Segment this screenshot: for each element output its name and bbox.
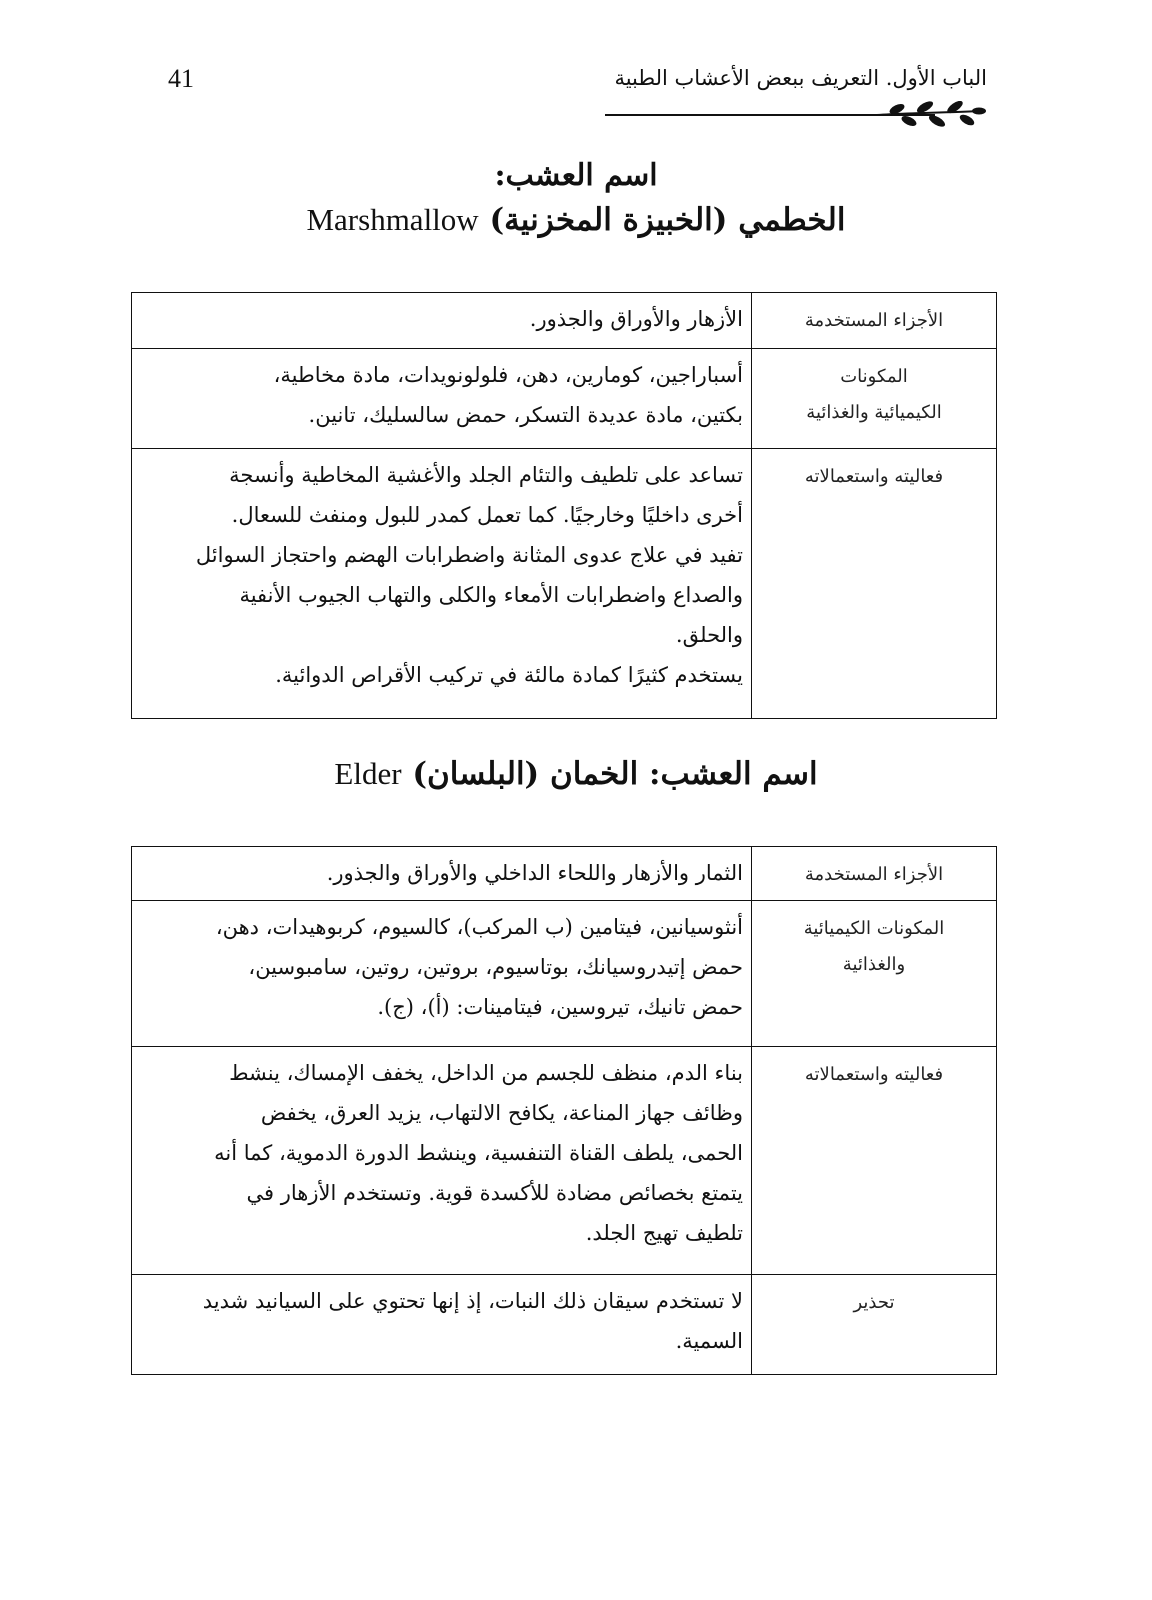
content-line: وظائف جهاز المناعة، يكافح الالتهاب، يزيد العرق، يخفض — [260, 1101, 743, 1125]
herb2-title — [0, 756, 1152, 792]
herb1-latin-name: Marshmallow — [306, 202, 479, 237]
row-label — [752, 901, 997, 1047]
content-line: تلطيف تهيج الجلد. — [585, 1221, 743, 1245]
table-row — [132, 293, 997, 349]
content-line: يستخدم كثيرًا كمادة مالئة في تركيب الأقراص الدوائية. — [275, 663, 743, 687]
content-line: أسباراجين، كومارين، دهن، فلولونويدات، مادة مخاطية، — [273, 363, 743, 387]
row-label: فعاليته واستعمالاته — [752, 449, 997, 719]
herb2-latin-name: Elder — [334, 756, 402, 791]
content-line: حمض تانيك، تيروسين، فيتامينات: (أ)، (ج). — [377, 995, 743, 1019]
content-line: الأزهار والأوراق والجذور. — [529, 307, 743, 331]
content-line: تساعد على تلطيف والتئام الجلد والأغشية المخاطية وأنسجة — [229, 463, 743, 487]
content-line: يتمتع بخصائص مضادة للأكسدة قوية. وتستخدم الأزهار في — [246, 1181, 743, 1205]
label-line: الكيميائية والغذائية — [806, 402, 942, 423]
table-row — [132, 449, 997, 719]
content-line: والحلق. — [675, 623, 743, 647]
table-row — [132, 847, 997, 901]
herb2-arabic-name: اسم العشب: الخمان (البلسان) — [412, 756, 818, 792]
herb1-title-line1: اسم العشب: — [494, 158, 658, 193]
content-line: الحمى، يلطف القناة التنفسية، وينشط الدورة الدموية، كما أنه — [214, 1141, 743, 1165]
content-line: والصداع واضطرابات الأمعاء والكلى والتهاب الجيوب الأنفية — [239, 583, 743, 607]
label-line: والغذائية — [842, 954, 906, 975]
table-row — [132, 349, 997, 449]
content-line: تفيد في علاج عدوى المثانة واضطرابات الهضم واحتجاز السوائل — [195, 543, 743, 567]
table-row — [132, 901, 997, 1047]
row-content — [132, 293, 752, 349]
table-row — [132, 1047, 997, 1275]
content-line: بناء الدم، منظف للجسم من الداخل، يخفف الإمساك، ينشط — [229, 1061, 743, 1085]
page-number: 41 — [168, 64, 194, 93]
leaf-branch-icon — [875, 101, 987, 131]
row-label: تحذير — [752, 1275, 997, 1375]
content-line: أخرى داخليًا وخارجيًا. كما تعمل كمدر للبول ومنفث للسعال. — [231, 503, 743, 527]
herb1-arabic-name: الخطمي (الخبيزة المخزنية) — [489, 202, 846, 238]
row-content — [132, 1047, 752, 1275]
content-line: الثمار والأزهار واللحاء الداخلي والأوراق والجذور. — [326, 861, 743, 885]
running-header: الباب الأول. التعريف ببعض الأعشاب الطبية — [614, 66, 987, 90]
herb1-title — [0, 202, 1152, 238]
herb2-table — [131, 846, 997, 1375]
row-label: الأجزاء المستخدمة — [752, 847, 997, 901]
herb1-table — [131, 292, 997, 719]
table-row — [132, 1275, 997, 1375]
row-label — [752, 349, 997, 449]
content-line: حمض إتيدروسيانك، بوتاسيوم، بروتين، روتين، سامبوسين، — [248, 955, 743, 979]
row-content — [132, 901, 752, 1047]
row-label: فعاليته واستعمالاته — [752, 1047, 997, 1275]
label-line: المكونات الكيميائية — [803, 918, 945, 939]
row-content — [132, 1275, 752, 1375]
row-label: الأجزاء المستخدمة — [752, 293, 997, 349]
content-line: السمية. — [675, 1329, 743, 1353]
content-line: لا تستخدم سيقان ذلك النبات، إذ إنها تحتوي على السيانيد شديد — [202, 1289, 743, 1313]
content-line: بكتين، مادة عديدة التسكر، حمض سالسليك، تانين. — [308, 403, 743, 427]
label-line: المكونات — [840, 366, 908, 387]
content-line: أنثوسيانين، فيتامين (ب المركب)، كالسيوم، كربوهيدات، دهن، — [215, 915, 743, 939]
row-content — [132, 349, 752, 449]
row-content — [132, 847, 752, 901]
row-content — [132, 449, 752, 719]
